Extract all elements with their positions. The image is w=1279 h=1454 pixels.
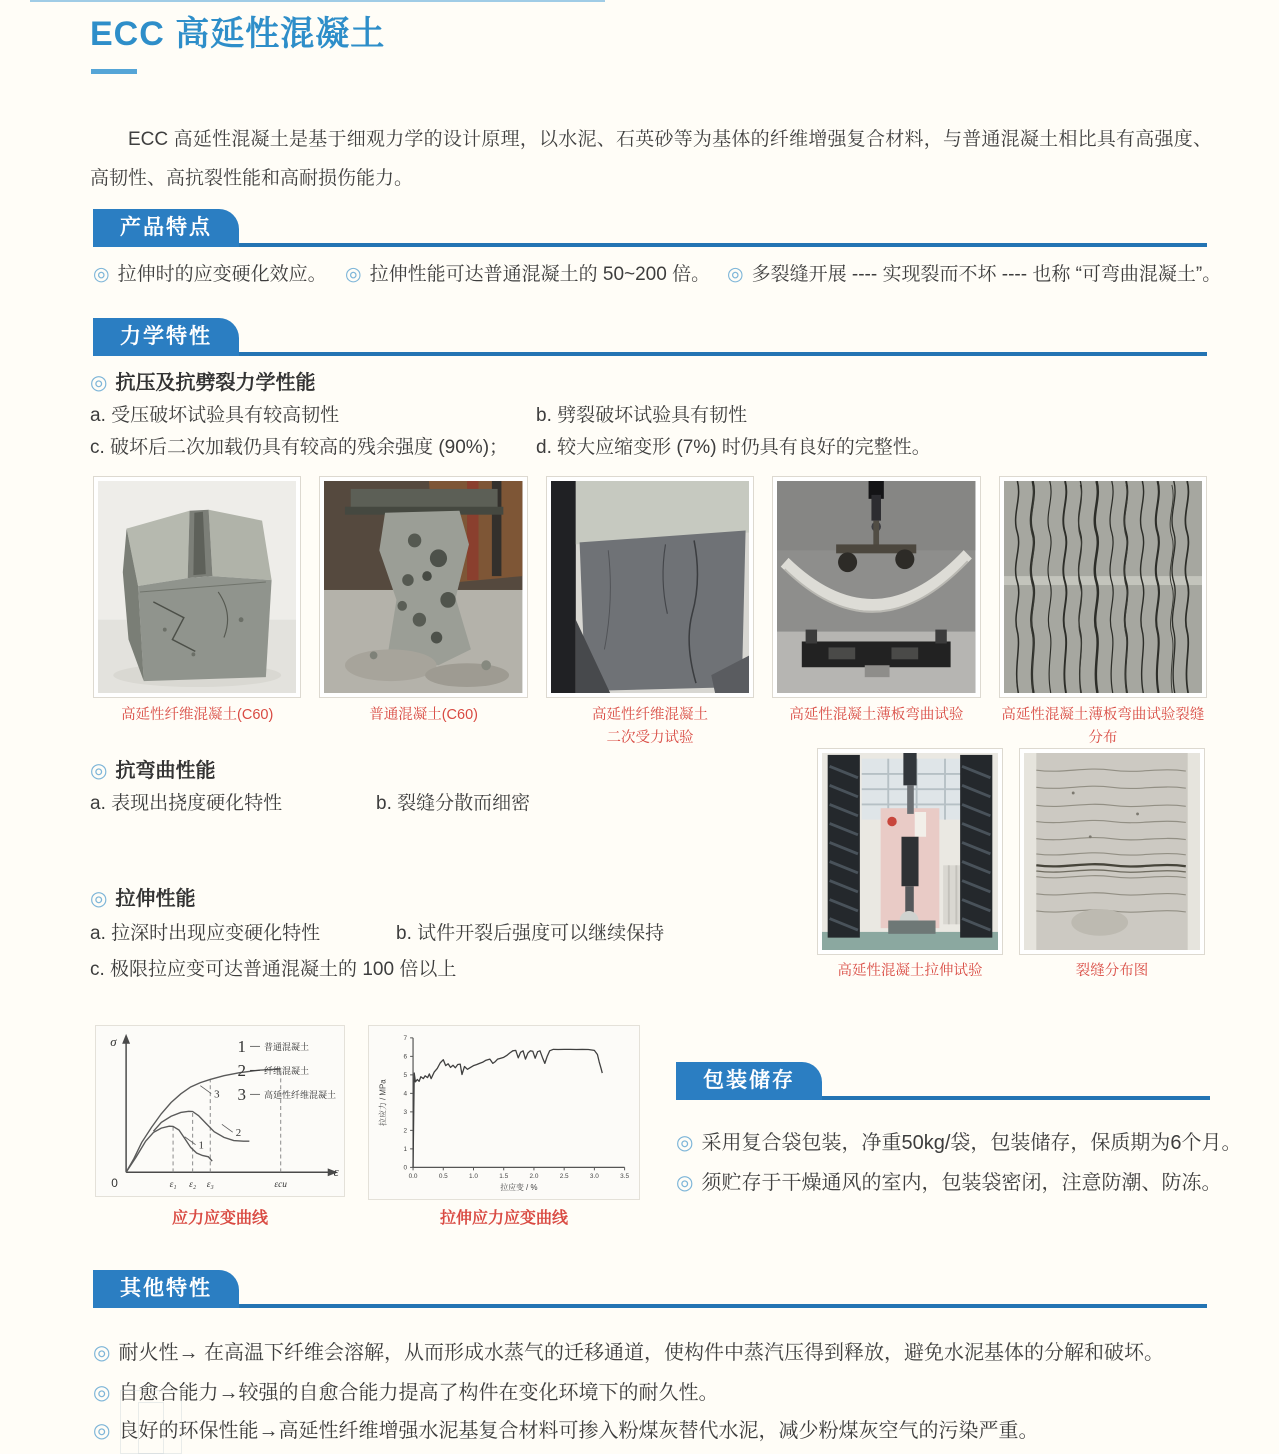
stress-strain-chart-caption: 应力应变曲线 xyxy=(171,1210,268,1227)
svg-text:0: 0 xyxy=(403,1164,408,1172)
svg-text:拉应力 / MPa: 拉应力 / MPa xyxy=(378,1079,388,1126)
photo-caption-3 xyxy=(546,704,754,750)
legend-dash: — xyxy=(249,1065,260,1076)
legend-number: 3 xyxy=(237,1085,246,1104)
section-header-mechanical: 力学特性 xyxy=(93,318,239,356)
legend-entry-1 xyxy=(237,1038,336,1055)
section-header-packaging: 包装储存 xyxy=(676,1062,822,1100)
compression-item-b: b. 劈裂破坏试验具有韧性 xyxy=(536,405,748,426)
photo-normal-concrete-c60 xyxy=(319,476,527,698)
section-header-features: 产品特点 xyxy=(93,209,239,247)
photo-bending-crack-distribution xyxy=(999,476,1207,698)
svg-text:1.0: 1.0 xyxy=(469,1173,478,1181)
intro-paragraph: ECC 高延性混凝土是基于细观力学的设计原理，以水泥、石英砂等为基体的纤维增强复合材料，与普通混凝土相比具有高强度、高韧性、高抗裂性能和高耐损伤能力。 xyxy=(90,129,1212,189)
top-divider-line xyxy=(30,0,605,2)
crack-map-caption: 裂缝分布图 xyxy=(1075,963,1149,979)
svg-text:7: 7 xyxy=(403,1035,408,1043)
svg-text:2: 2 xyxy=(403,1127,408,1135)
section-rule-others xyxy=(93,1304,1207,1308)
others-bullet-2 xyxy=(93,1376,718,1405)
photo-tensile-test-machine xyxy=(817,748,1003,955)
double-circle-bullet-icon: ◎ xyxy=(90,760,108,782)
packaging-bullet-1 xyxy=(676,1126,1242,1155)
photo-caption-3-line1: 高延性纤维混凝土 xyxy=(592,707,709,723)
compression-subheading-text: 抗压及抗劈裂力学性能 xyxy=(115,372,316,394)
legend-dash: — xyxy=(249,1089,260,1100)
section-rule-mechanical xyxy=(93,352,1207,356)
svg-text:ε₂: ε₂ xyxy=(189,1180,197,1191)
feature-bullet-2 xyxy=(345,259,710,286)
svg-text:εcu: εcu xyxy=(274,1180,287,1191)
bending-subheading xyxy=(90,754,215,783)
svg-text:0.5: 0.5 xyxy=(438,1173,448,1181)
others-bullet-1-text: 耐火性→ 在高温下纤维会溶解，从而形成水蒸气的迁移通道，使构件中蒸汽压得到释放，避免水泥基体的分解和破坏。 xyxy=(118,1342,1165,1364)
tension-item-c: c. 极限拉应变可达普通混凝土的 100 倍以上 xyxy=(90,959,457,980)
svg-text:4: 4 xyxy=(403,1090,408,1098)
feature-bullet-2-text: 拉伸性能可达普通混凝土的 50~200 倍。 xyxy=(369,264,711,285)
legend-dash: — xyxy=(249,1041,260,1052)
legend-label: 纤维混凝土 xyxy=(263,1066,309,1076)
double-circle-bullet-icon: ◎ xyxy=(93,1420,111,1442)
feature-bullet-3-text: 多裂缝开展 ---- 实现裂而不坏 ---- 也称 “可弯曲混凝土”。 xyxy=(751,264,1222,285)
svg-text:5: 5 xyxy=(403,1072,408,1080)
double-circle-bullet-icon: ◎ xyxy=(90,888,108,910)
compression-item-c: c. 破坏后二次加载仍具有较高的残余强度 (90%)； xyxy=(90,437,509,458)
photo-caption-3-line2: 二次受力试验 xyxy=(606,730,694,746)
photo-normal-concrete-c60-image xyxy=(324,481,522,693)
svg-text:3.5: 3.5 xyxy=(620,1173,630,1181)
svg-text:3: 3 xyxy=(403,1109,408,1117)
svg-text:3.0: 3.0 xyxy=(589,1173,599,1181)
feature-bullet-1 xyxy=(93,259,327,286)
compression-item-d: d. 较大应缩变形 (7%) 时仍具有良好的完整性。 xyxy=(536,437,931,458)
tension-subheading-text: 拉伸性能 xyxy=(115,888,196,910)
feature-bullet-1-text: 拉伸时的应变硬化效应。 xyxy=(117,264,327,285)
legend-label: 高延性纤维混凝土 xyxy=(263,1090,336,1100)
legend-label: 普通混凝土 xyxy=(263,1042,309,1052)
photo-ecc-secondary-loading xyxy=(546,476,754,698)
section-header-others: 其他特性 xyxy=(93,1270,239,1308)
photo-caption-5: 高延性混凝土薄板弯曲试验裂缝分布 xyxy=(1001,707,1205,746)
others-bullet-3 xyxy=(93,1414,1038,1443)
double-circle-bullet-icon: ◎ xyxy=(676,1172,694,1194)
double-circle-bullet-icon: ◎ xyxy=(676,1132,694,1154)
packaging-bullet-2-text: 须贮存于干燥通风的室内，包装袋密闭，注意防潮、防冻。 xyxy=(701,1172,1222,1194)
double-circle-bullet-icon: ◎ xyxy=(727,264,744,285)
svg-text:拉应变 / %: 拉应变 / % xyxy=(500,1183,538,1193)
others-bullet-1 xyxy=(93,1336,1164,1365)
double-circle-bullet-icon: ◎ xyxy=(93,264,110,285)
page-title: ECC 高延性混凝土 xyxy=(90,15,386,53)
svg-text:ε₁: ε₁ xyxy=(169,1180,177,1191)
title-underline xyxy=(91,69,137,74)
svg-text:0.0: 0.0 xyxy=(408,1173,418,1181)
double-circle-bullet-icon: ◎ xyxy=(93,1382,111,1404)
svg-text:ε₃: ε₃ xyxy=(206,1180,214,1191)
legend-entry-2 xyxy=(237,1062,336,1079)
legend-entry-3 xyxy=(237,1086,336,1103)
photo-caption-1: 高延性纤维混凝土(C60) xyxy=(121,707,274,723)
tensile-chart-caption: 拉伸应力应变曲线 xyxy=(439,1210,568,1227)
svg-text:6: 6 xyxy=(403,1053,408,1061)
photo-thin-plate-bending-test-image xyxy=(777,481,975,693)
test-photo-captions xyxy=(93,704,1207,750)
legend-number: 1 xyxy=(237,1037,246,1056)
stress-strain-legend xyxy=(237,1038,336,1103)
compression-item-a: a. 受压破坏试验具有较高韧性 xyxy=(90,405,340,426)
compression-subheading xyxy=(90,366,315,395)
svg-text:0: 0 xyxy=(111,1176,118,1191)
svg-text:2.5: 2.5 xyxy=(559,1173,569,1181)
tensile-stress-strain-chart-canvas xyxy=(369,1026,639,1199)
feature-bullet-3 xyxy=(727,259,1221,286)
bending-item-a: a. 表现出挠度硬化特性 xyxy=(90,793,283,814)
double-circle-bullet-icon: ◎ xyxy=(90,372,108,394)
photo-ecc-fiber-concrete-c60-image xyxy=(98,481,296,693)
svg-text:3: 3 xyxy=(214,1088,220,1101)
photo-tensile-test-machine-image xyxy=(822,753,998,950)
tensile-stress-strain-chart xyxy=(368,1025,640,1200)
photo-caption-2: 普通混凝土(C60) xyxy=(369,707,478,723)
others-bullet-2-text: 自愈合能力→较强的自愈合能力提高了构件在变化环境下的耐久性。 xyxy=(118,1382,719,1404)
photo-ecc-fiber-concrete-c60 xyxy=(93,476,301,698)
stress-strain-chart xyxy=(95,1025,345,1197)
double-circle-bullet-icon: ◎ xyxy=(345,264,362,285)
tension-subheading xyxy=(90,882,195,911)
svg-text:1: 1 xyxy=(198,1139,204,1152)
svg-text:2.0: 2.0 xyxy=(529,1173,539,1181)
others-bullet-3-text: 良好的环保性能→高延性纤维增强水泥基复合材料可掺入粉煤灰替代水泥，减少粉煤灰空气的污染严重。 xyxy=(118,1420,1039,1442)
tensile-test-caption: 高延性混凝土拉伸试验 xyxy=(837,963,983,979)
packaging-bullet-1-text: 采用复合袋包装，净重50kg/袋，包装储存，保质期为6个月。 xyxy=(701,1132,1242,1154)
test-photo-row xyxy=(93,476,1207,698)
packaging-bullet-2 xyxy=(676,1166,1221,1195)
tension-item-a: a. 拉深时出现应变硬化特性 xyxy=(90,923,321,944)
svg-text:ε: ε xyxy=(333,1165,339,1180)
bending-item-b: b. 裂缝分散而细密 xyxy=(376,793,531,814)
photo-bending-crack-distribution-image xyxy=(1004,481,1202,693)
watermark-outline xyxy=(138,1402,164,1454)
svg-text:1.5: 1.5 xyxy=(499,1173,509,1181)
photo-crack-distribution-map-image xyxy=(1024,753,1200,950)
photo-ecc-secondary-loading-image xyxy=(551,481,749,693)
bending-subheading-text: 抗弯曲性能 xyxy=(115,760,216,782)
section-rule-features xyxy=(93,243,1207,247)
photo-crack-distribution-map xyxy=(1019,748,1205,955)
tension-item-b: b. 试件开裂后强度可以继续保持 xyxy=(396,923,665,944)
double-circle-bullet-icon: ◎ xyxy=(93,1342,111,1364)
photo-thin-plate-bending-test xyxy=(772,476,980,698)
svg-text:1: 1 xyxy=(403,1146,408,1154)
svg-text:2: 2 xyxy=(235,1127,242,1140)
legend-number: 2 xyxy=(237,1061,246,1080)
photo-caption-4: 高延性混凝土薄板弯曲试验 xyxy=(789,707,964,723)
svg-text:σ: σ xyxy=(110,1034,117,1049)
